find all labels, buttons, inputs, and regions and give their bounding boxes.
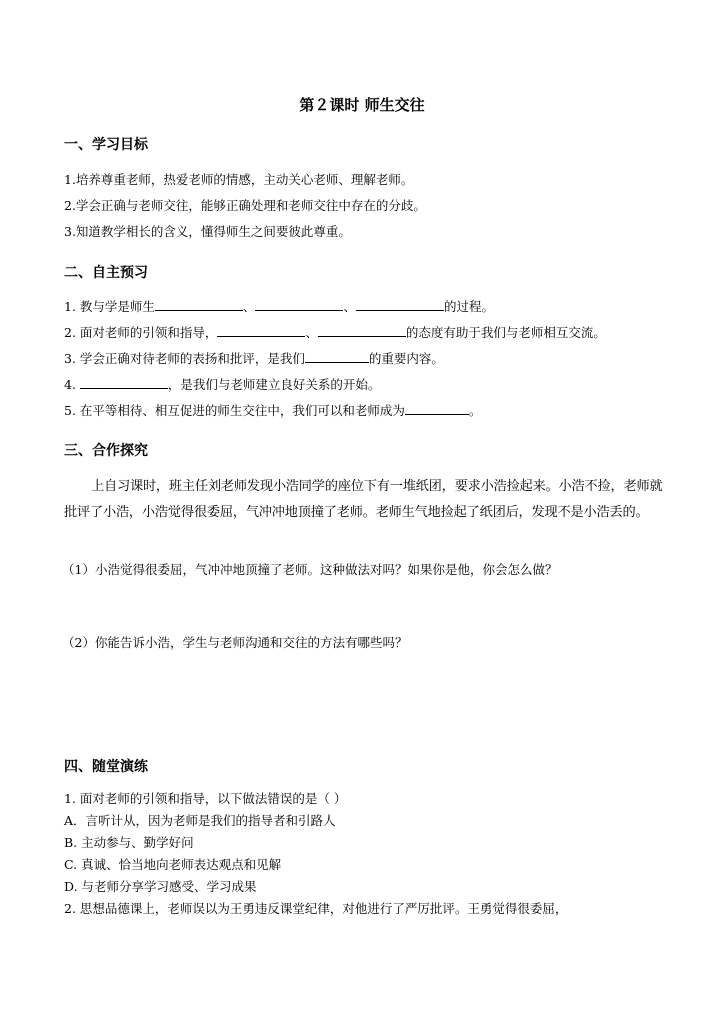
preview-text: 的态度有助于我们与老师相互交流。 [405, 325, 606, 340]
preview-text: 2. 面对老师的引领和指导， [64, 325, 218, 340]
preview-text: 4. [64, 377, 80, 392]
preview-question-4 [64, 375, 380, 394]
preview-text: 、 [305, 325, 318, 340]
preview-text: 5. 在平等相待、相互促进的师生交往中，我们可以和老师成为 [64, 403, 405, 418]
explore-question-2: （2）你能告诉小浩，学生与老师沟通和交往的方法有哪些吗？ [62, 635, 408, 650]
answer-blank[interactable] [305, 349, 369, 363]
preview-text: 、 [343, 299, 356, 314]
goal-item: 2.学会正确与老师交往，能够正确处理和老师交往中存在的分歧。 [64, 198, 426, 213]
preview-text: 的过程。 [443, 299, 494, 314]
answer-blank[interactable] [318, 323, 406, 337]
preview-text: 的重要内容。 [368, 351, 444, 366]
section-heading-goals: 一、学习目标 [64, 137, 148, 153]
goal-item: 3.知道教学相长的含义，懂得师生之间要彼此尊重。 [64, 224, 351, 239]
exercise-option-a: A．言听计从，因为老师是我们的指导者和引路人 [64, 813, 336, 828]
answer-blank[interactable] [356, 297, 444, 311]
page-title: 第２课时 师生交往 [299, 96, 425, 114]
answer-blank[interactable] [255, 297, 343, 311]
preview-text: 1. 教与学是师生 [64, 299, 155, 314]
section-heading-exercise: 四、随堂演练 [64, 759, 148, 775]
preview-question-3 [64, 349, 444, 368]
answer-blank[interactable] [405, 401, 469, 415]
goal-item: 1.培养尊重老师，热爱老师的情感，主动关心老师、理解老师。 [64, 172, 414, 187]
explore-question-1: （1）小浩觉得很委屈，气冲冲地顶撞了老师。这种做法对吗？如果你是他，你会怎么做？ [62, 562, 558, 577]
exercise-option-b: B. 主动参与、勤学好问 [64, 835, 194, 850]
answer-blank[interactable] [217, 323, 305, 337]
exercise-question-1: 1. 面对老师的引领和指导，以下做法错误的是（ ） [64, 791, 347, 806]
exercise-question-2: 2. 思想品德课上，老师误以为王勇违反课堂纪律，对他进行了严厉批评。王勇觉得很委屈， [64, 901, 568, 916]
preview-question-1 [64, 297, 494, 316]
exercise-option-c: C. 真诚、恰当地向老师表达观点和见解 [64, 857, 282, 872]
section-heading-explore: 三、合作探究 [64, 443, 148, 459]
preview-text: 、 [242, 299, 256, 314]
answer-blank[interactable] [155, 297, 243, 311]
section-heading-preview: 二、自主预习 [64, 265, 148, 281]
preview-text: 3. 学会正确对待老师的表扬和批评，是我们 [64, 351, 305, 366]
preview-text: 。 [468, 403, 482, 418]
exercise-option-d: D. 与老师分享学习感受、学习成果 [64, 879, 257, 894]
preview-question-5 [64, 401, 481, 420]
answer-blank[interactable] [80, 375, 168, 389]
preview-text: ，是我们与老师建立良好关系的开始。 [167, 377, 381, 392]
case-story: 上自习课时，班主任刘老师发现小浩同学的座位下有一堆纸团，要求小浩捡起来。小浩不捡，老师就批评了小浩，小浩觉得很委屈，气冲冲地顶撞了老师。老师生气地捡起了纸团后，发现不是小浩丢的。 [64, 479, 663, 520]
preview-question-2 [64, 323, 606, 342]
